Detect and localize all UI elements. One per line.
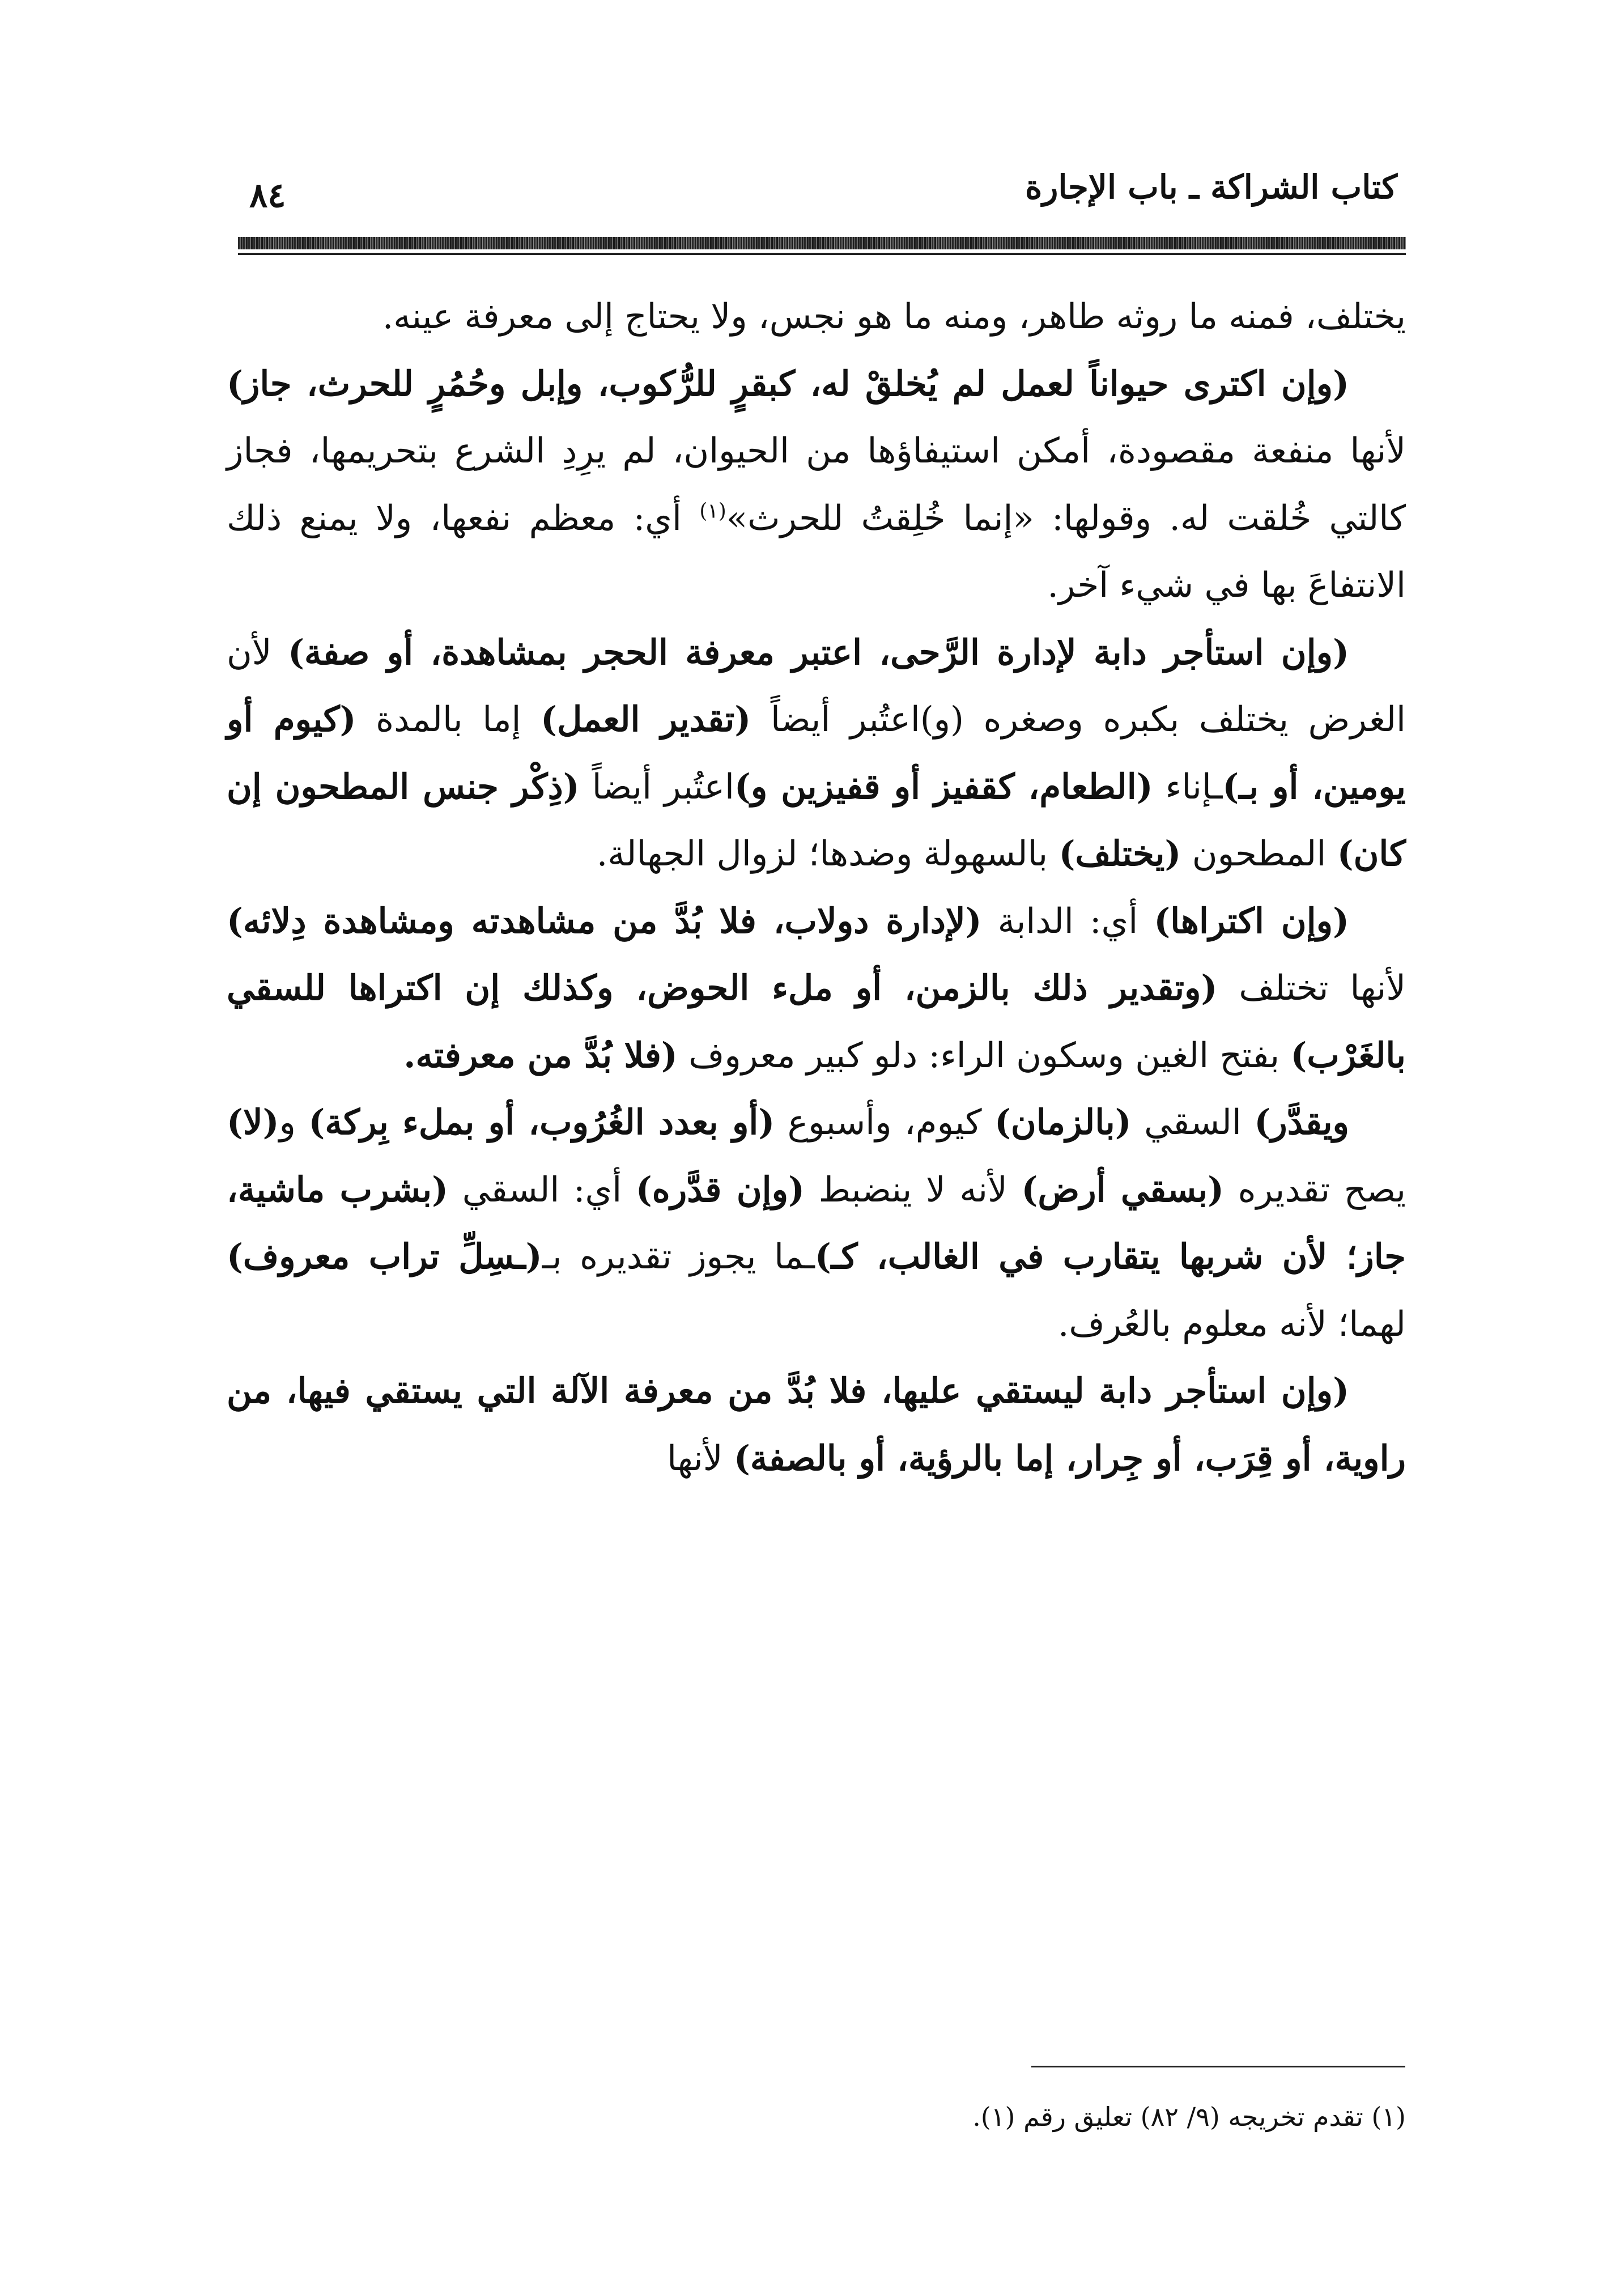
commentary-text: ـإناء: [1153, 766, 1223, 807]
commentary-text: لأنها: [667, 1438, 734, 1479]
commentary-text: و: [279, 1102, 309, 1143]
matn-text: (تقدير العمل): [541, 699, 751, 740]
footnote-separator: [1031, 2066, 1405, 2067]
paragraph-6: [227, 1358, 1406, 1492]
commentary-text: يصح تقديره: [1223, 1169, 1406, 1210]
commentary-text: كيوم، وأسبوع: [775, 1102, 995, 1143]
matn-text: (لا): [227, 1102, 279, 1143]
matn-text: (ـسِلِّ تراب معروف): [227, 1237, 542, 1277]
commentary-text: أي: السقي: [448, 1169, 636, 1210]
matn-text: (وإن قدَّره): [635, 1169, 805, 1210]
matn-text: (كيوم أو يومين، أو بـ): [227, 699, 1406, 807]
matn-text: (ذِكْر جنس المطحون إن كان): [227, 766, 1406, 874]
matn-text: (يختلف): [1058, 834, 1181, 874]
commentary-text: لأنها تختلف: [1217, 968, 1406, 1008]
paragraph-3: [227, 619, 1406, 888]
page-number: ٨٤: [249, 176, 286, 215]
header-rule-thin: [238, 253, 1406, 255]
commentary-text: لأنها منفعة مقصودة، أمكن استيفاؤها من الحيوان، لم يرِدِ الشرع بتحريمها، فجاز كالتي خُلقت له. وقولها: «إنما خُلِقتُ للحرث»: [227, 431, 1406, 538]
paragraph-5: [227, 1089, 1406, 1358]
matn-text: (وإن اكتراها): [1154, 901, 1349, 941]
matn-text: (أو بعدد الغُرُوب، أو بملء بِركة): [308, 1102, 775, 1143]
matn-text: (بشرب ماشية، جاز؛ لأن شربها يتقارب في الغالب، كـ): [227, 1169, 1406, 1277]
commentary-text: المطحون: [1181, 834, 1337, 874]
commentary-text: لأن الغرض يختلف بكبره وصغره (و)اعتُبر أيضاً: [227, 632, 1406, 740]
commentary-text: لأنه لا ينضبط: [804, 1169, 1022, 1210]
matn-text: (وإن استأجر دابة لإدارة الرَّحى، اعتبر معرفة الحجر بمشاهدة، أو صفة): [288, 632, 1349, 673]
matn-text: (لإدارة دولاب، فلا بُدَّ من مشاهدته ومشاهدة دِلائه): [227, 901, 982, 941]
commentary-text: يختلف، فمنه ما روثه طاهر، ومنه ما هو نجس، ولا يحتاج إلى معرفة عينه.: [382, 296, 1406, 337]
commentary-text: السقي: [1131, 1102, 1255, 1143]
commentary-text: بفتح الغين وسكون الراء: دلو كبير معروف: [677, 1035, 1291, 1076]
matn-text: ويقدَّر): [1254, 1102, 1350, 1143]
commentary-text: أي: معظم نفعها، ولا يمنع ذلك الانتفاعَ بها في شيء آخر.: [227, 498, 1406, 605]
matn-text: (وإن اكترى حيواناً لعمل لم يُخلقْ له، كبقرٍ للرُّكوب، وإبل وحُمُرٍ للحرث، جاز): [227, 363, 1349, 404]
matn-text: (الطعام، كقفيز أو قفيزين و): [734, 766, 1153, 807]
matn-text: (وإن استأجر دابة ليستقي عليها، فلا بُدَّ من معرفة الآلة التي يستقي فيها، من راوية، أو قِرَب، أو جِرار، إما بالرؤية، أو بالصفة): [227, 1371, 1406, 1479]
main-text: [227, 283, 1406, 1492]
commentary-text: أي: الدابة: [981, 901, 1154, 941]
commentary-text: اعتُبر أيضاً: [579, 766, 734, 807]
footnote-marker: (١): [699, 499, 726, 523]
paragraph-2: [227, 351, 1406, 619]
paragraph-1: [227, 283, 1406, 351]
commentary-text: إما بالمدة: [356, 699, 541, 740]
matn-text: (بسقي أرض): [1021, 1169, 1224, 1210]
running-header: [238, 164, 1397, 221]
header-rule: [238, 237, 1406, 249]
chapter-title: كتاب الشراكة ـ باب الإجارة: [1024, 168, 1397, 206]
paragraph-4: [227, 888, 1406, 1090]
matn-text: (فلا بُدَّ من معرفته.: [403, 1035, 678, 1076]
footnote: (١) تقدم تخريجه (٩/ ٨٢) تعليق رقم (١).: [972, 2101, 1406, 2132]
matn-text: (بالزمان): [994, 1102, 1132, 1143]
commentary-text: ـما يجوز تقديره بـ: [542, 1237, 815, 1277]
commentary-text: لهما؛ لأنه معلوم بالعُرف.: [1057, 1303, 1406, 1344]
matn-text: (وتقدير ذلك بالزمن، أو ملء الحوض، وكذلك إن اكتراها للسقي بالغَرْب): [227, 968, 1406, 1076]
commentary-text: بالسهولة وضدها؛ لزوال الجهالة.: [596, 834, 1059, 874]
